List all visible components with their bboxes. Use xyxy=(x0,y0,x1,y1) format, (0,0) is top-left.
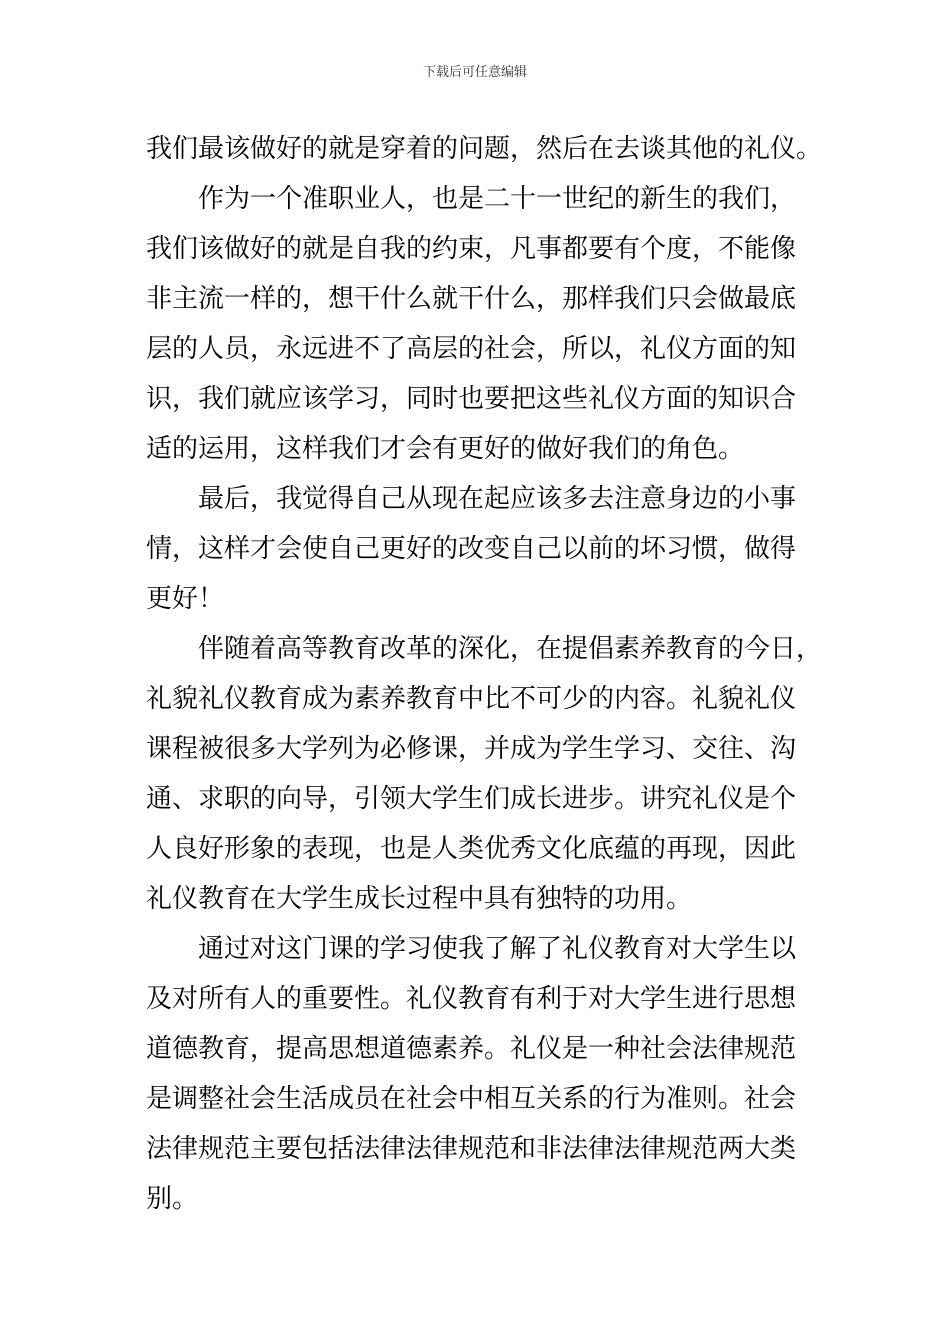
text-line: 及对所有人的重要性。礼仪教育有利于对大学生进行思想 xyxy=(146,984,797,1014)
text-line: 通、求职的向导，引领大学生们成长进步。讲究礼仪是个 xyxy=(146,784,797,814)
paragraph-first-line: 通过对这门课的学习使我了解了礼仪教育对大学生以 xyxy=(198,934,797,964)
text-line: 我们该做好的就是自我的约束，凡事都要有个度，不能像 xyxy=(146,234,797,264)
text-line: 识，我们就应该学习，同时也要把这些礼仪方面的知识合 xyxy=(146,384,797,414)
paragraph-first-line: 作为一个准职业人，也是二十一世纪的新生的我们， xyxy=(198,184,797,214)
text-line: 我们最该做好的就是穿着的问题，然后在去谈其他的礼仪。 xyxy=(146,134,823,164)
page-header: 下载后可任意编辑 xyxy=(422,65,527,80)
text-line: 别。 xyxy=(146,1184,199,1214)
text-line: 礼仪教育在大学生成长过程中具有独特的功用。 xyxy=(146,884,693,914)
text-line: 课程被很多大学列为必修课，并成为学生学习、交往、沟 xyxy=(146,734,797,764)
text-line: 法律规范主要包括法律法律规范和非法律法律规范两大类 xyxy=(146,1134,797,1164)
text-line: 道德教育，提高思想道德素养。礼仪是一种社会法律规范 xyxy=(146,1034,797,1064)
text-line: 非主流一样的，想干什么就干什么，那样我们只会做最底 xyxy=(146,284,797,314)
text-line: 适的运用，这样我们才会有更好的做好我们的角色。 xyxy=(146,434,745,464)
document-body xyxy=(146,124,836,1224)
text-line: 情，这样才会使自己更好的改变自己以前的坏习惯，做得 xyxy=(146,534,797,564)
text-line: 礼貌礼仪教育成为素养教育中比不可少的内容。礼貌礼仪 xyxy=(146,684,797,714)
paragraph-first-line: 伴随着高等教育改革的深化，在提倡素养教育的今日， xyxy=(198,634,823,664)
paragraph-first-line: 最后，我觉得自己从现在起应该多去注意身边的小事 xyxy=(198,484,797,514)
text-line: 人良好形象的表现，也是人类优秀文化底蕴的再现，因此 xyxy=(146,834,797,864)
text-line: 更好！ xyxy=(146,584,225,614)
text-line: 层的人员，永远进不了高层的社会，所以，礼仪方面的知 xyxy=(146,334,797,364)
text-line: 是调整社会生活成员在社会中相互关系的行为准则。社会 xyxy=(146,1084,797,1114)
